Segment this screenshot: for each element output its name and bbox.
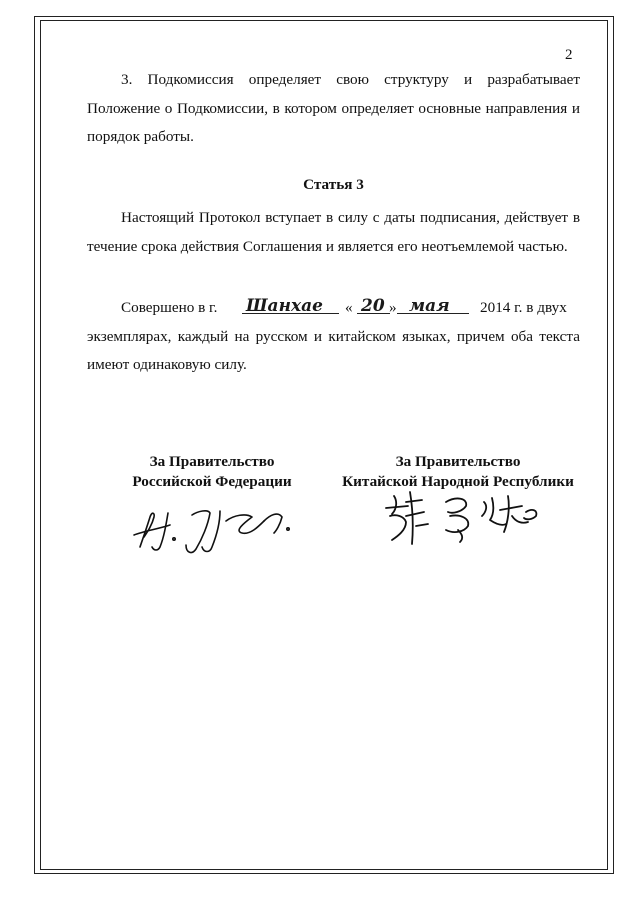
day-handwritten: 20 (361, 296, 385, 316)
signatory-china-line1: За Правительство (395, 453, 521, 470)
article2-paragraph-3-text: 3. Подкомиссия определяет свою структуру и разрабатывает Положение о Подкомиссии, в котором определяет основные направления и порядок работы. (87, 71, 580, 145)
done-prefix: Совершено в г. (121, 299, 218, 316)
day-close-quote: » (389, 299, 397, 316)
done-clause (87, 294, 580, 380)
page-number: 2 (565, 47, 573, 63)
article3-paragraph (87, 204, 580, 261)
signatory-russia-line2: Российской Федерации (132, 473, 292, 490)
done-clause-rest: экземплярах, каждый на русском и китайском языках, причем оба текста имеют одинаковую силу. (87, 327, 580, 373)
signatory-russia (112, 452, 312, 492)
russian-signature (130, 495, 310, 565)
done-clause-first-line (87, 294, 580, 323)
day-open-quote: « (345, 299, 353, 316)
signatory-russia-line1: За Правительство (149, 453, 275, 470)
signatory-china-line2: Китайской Народной Республики (342, 473, 574, 490)
chinese-signature (376, 482, 556, 552)
article3-paragraph-text: Настоящий Протокол вступает в силу с даты подписания, действует в течение срока действия Соглашения и является его неотъемлемой частью. (87, 209, 580, 255)
month-handwritten: мая (409, 296, 450, 316)
article2-paragraph-3 (87, 66, 580, 152)
done-year: 2014 г. в двух (480, 299, 567, 316)
article3-heading: Статья 3 (303, 176, 364, 193)
city-handwritten: Шанхае (246, 296, 323, 316)
